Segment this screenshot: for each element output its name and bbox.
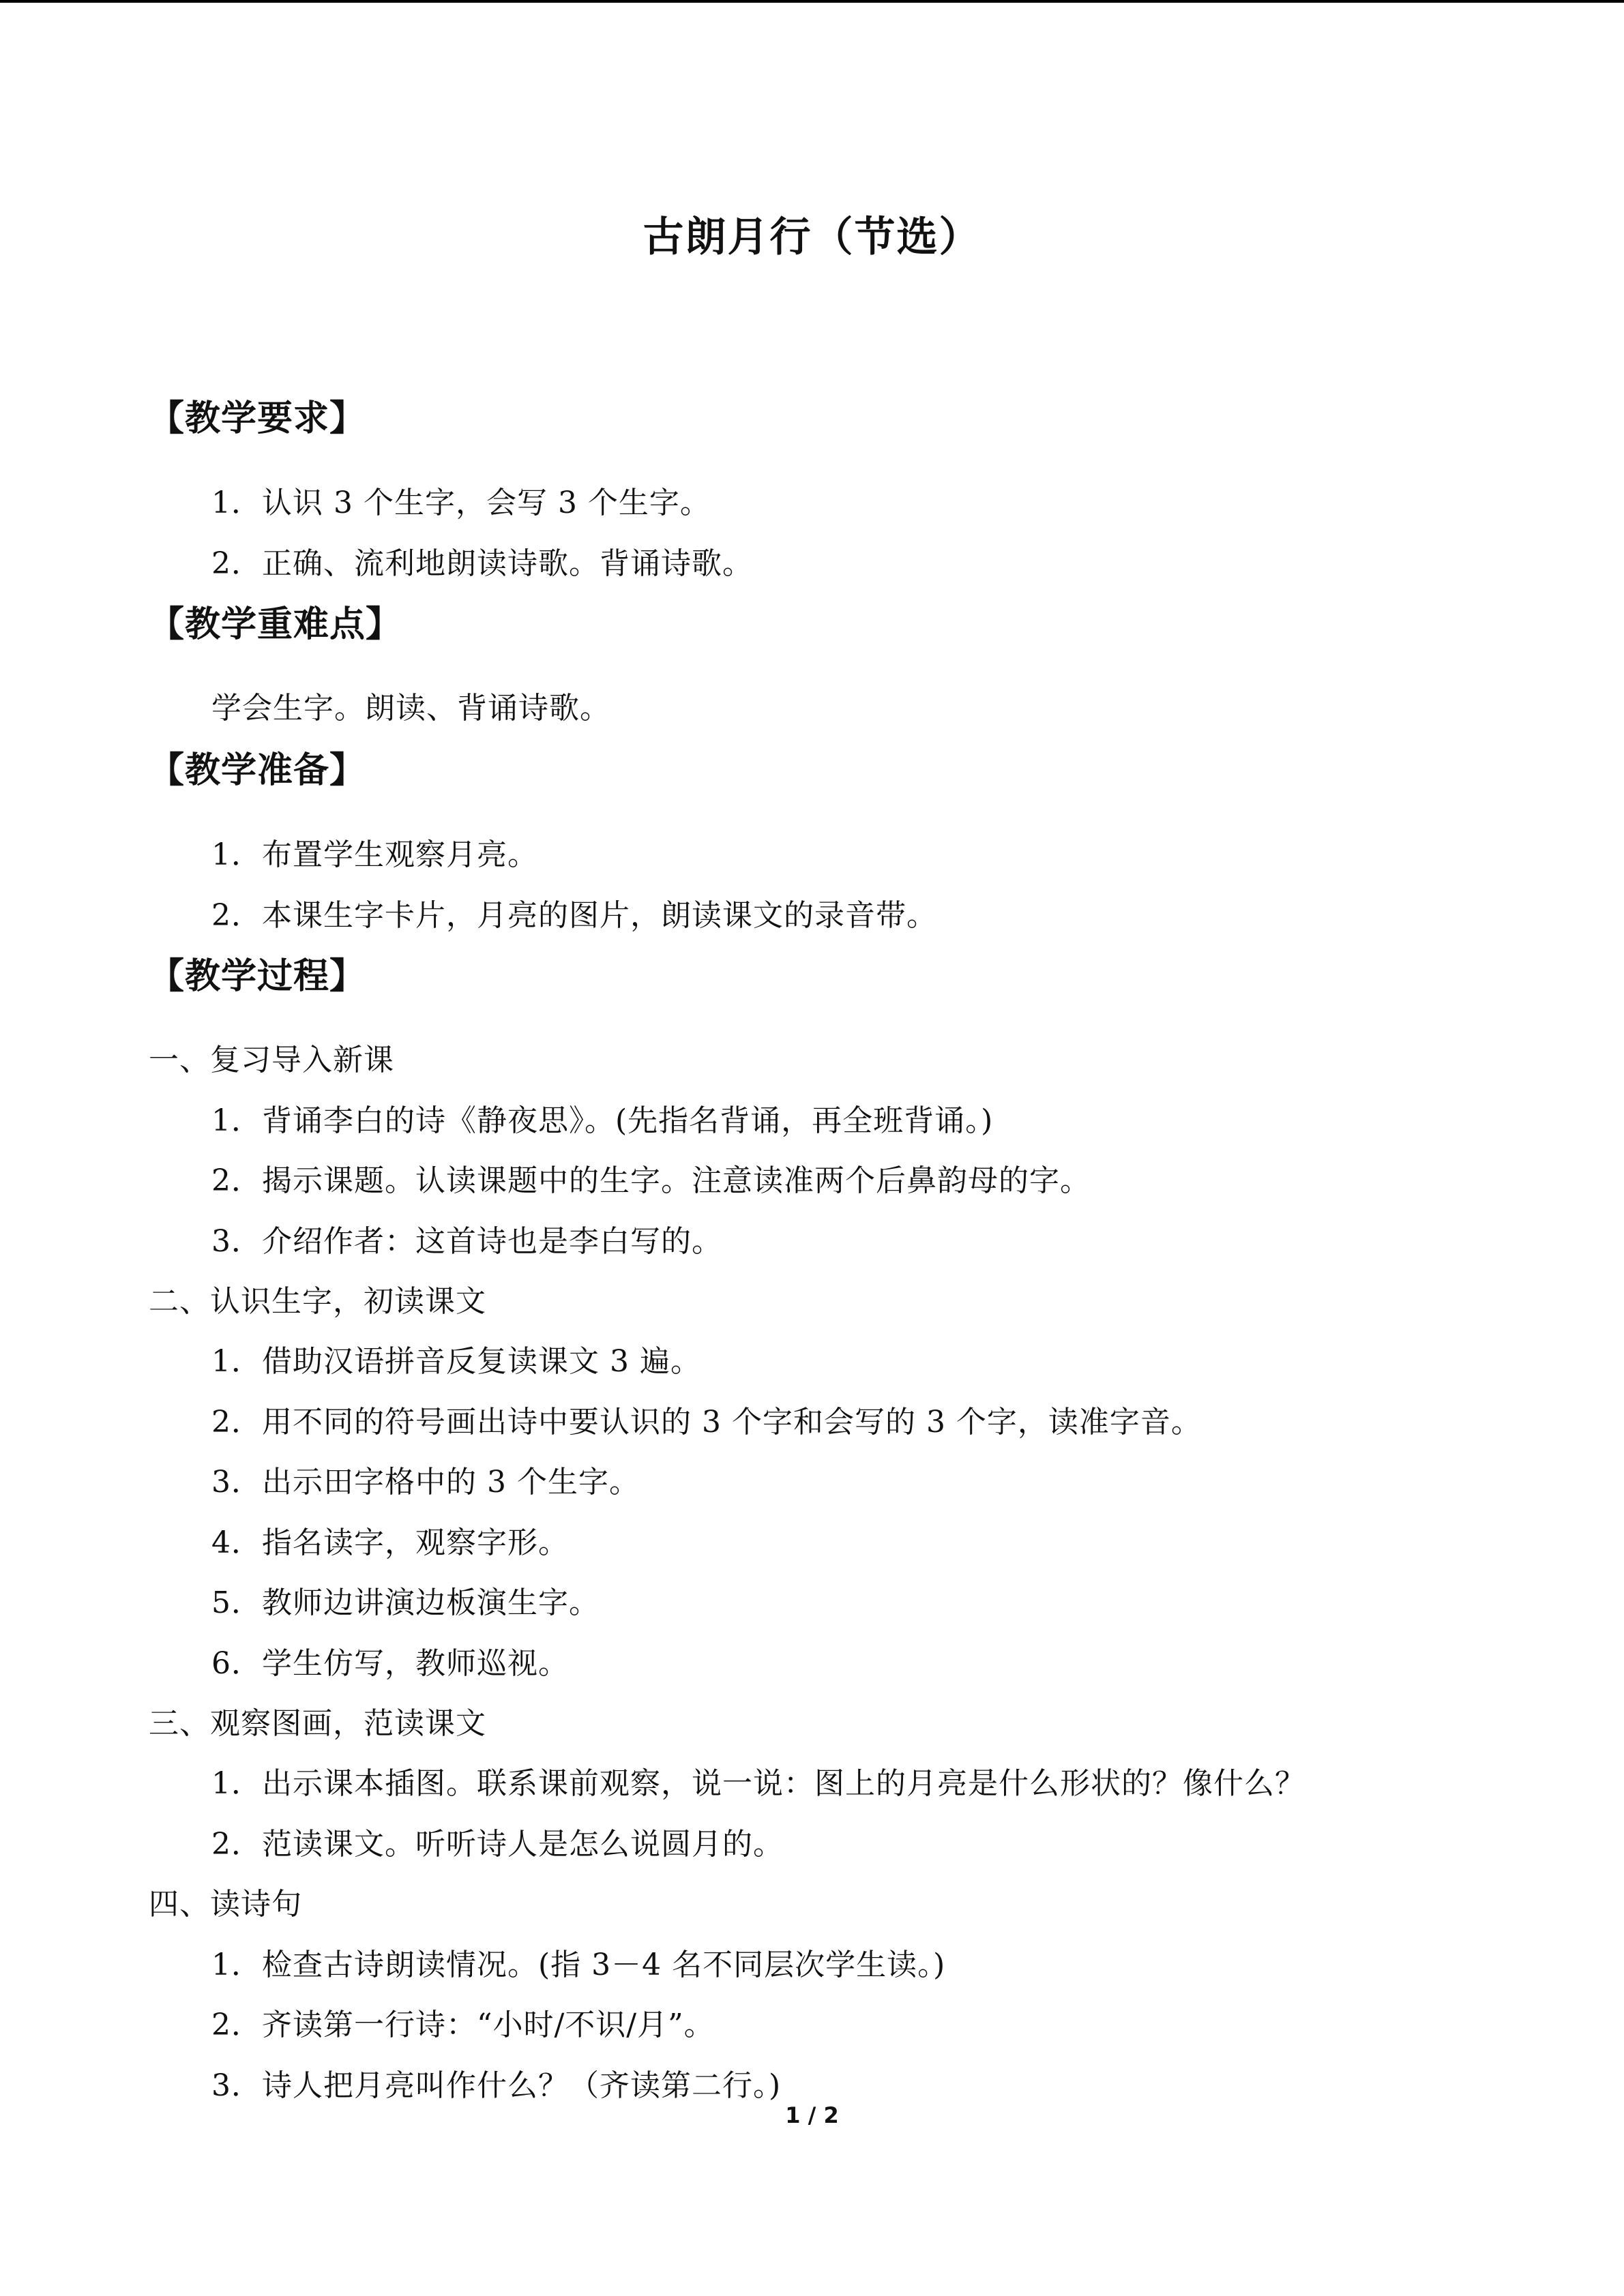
key-points-text: 学会生字。朗读、背诵诗歌。 <box>211 691 610 726</box>
process-item: 1．检查古诗朗读情况。(指 3－4 名不同层次学生读。) <box>211 1948 946 1982</box>
process-item: 6．学生仿写，教师巡视。 <box>211 1646 569 1681</box>
process-item: 3．出示田字格中的 3 个生字。 <box>211 1465 640 1500</box>
process-item: 1．出示课本插图。联系课前观察，说一说：图上的月亮是什么形状的？像什么？ <box>211 1766 1305 1801</box>
process-part-title: 三、观察图画，范读课文 <box>149 1706 486 1741</box>
page-number: 1 / 2 <box>785 2102 839 2128</box>
heading-process: 【教学过程】 <box>149 955 366 997</box>
requirement-item: 1．认识 3 个生字，会写 3 个生字。 <box>211 486 711 520</box>
process-item: 1．背诵李白的诗《静夜思》。(先指名背诵，再全班背诵。) <box>211 1103 994 1138</box>
process-item: 2．范读课文。听听诗人是怎么说圆月的。 <box>211 1827 784 1862</box>
process-item: 4．指名读字，观察字形。 <box>211 1525 569 1560</box>
process-item: 2．揭示课题。认读课题中的生字。注意读准两个后鼻韵母的字。 <box>211 1163 1091 1198</box>
process-part-title: 二、认识生字，初读课文 <box>149 1284 486 1319</box>
process-item: 1．借助汉语拼音反复读课文 3 遍。 <box>211 1344 701 1379</box>
process-item: 5．教师边讲演边板演生字。 <box>211 1585 600 1620</box>
process-part-title: 一、复习导入新课 <box>149 1043 394 1077</box>
requirement-item: 2．正确、流利地朗读诗歌。背诵诗歌。 <box>211 546 753 581</box>
process-part-title: 四、读诗句 <box>149 1887 302 1922</box>
preparation-item: 1．布置学生观察月亮。 <box>211 837 538 872</box>
process-item: 3．诗人把月亮叫作什么？（齐读第二行。) <box>211 2068 782 2103</box>
preparation-item: 2．本课生字卡片，月亮的图片，朗读课文的录音带。 <box>211 898 937 933</box>
process-item: 2．齐读第一行诗：“小时/不识/月”。 <box>211 2008 715 2042</box>
heading-requirements: 【教学要求】 <box>149 398 366 439</box>
process-item: 2．用不同的符号画出诗中要认识的 3 个字和会写的 3 个字，读准字音。 <box>211 1405 1202 1440</box>
heading-preparation: 【教学准备】 <box>149 749 366 791</box>
process-item: 3．介绍作者：这首诗也是李白写的。 <box>211 1224 722 1259</box>
document-title: 古朗月行（节选） <box>643 213 981 261</box>
heading-key-points: 【教学重难点】 <box>149 603 402 645</box>
top-border-line <box>0 0 1624 3</box>
